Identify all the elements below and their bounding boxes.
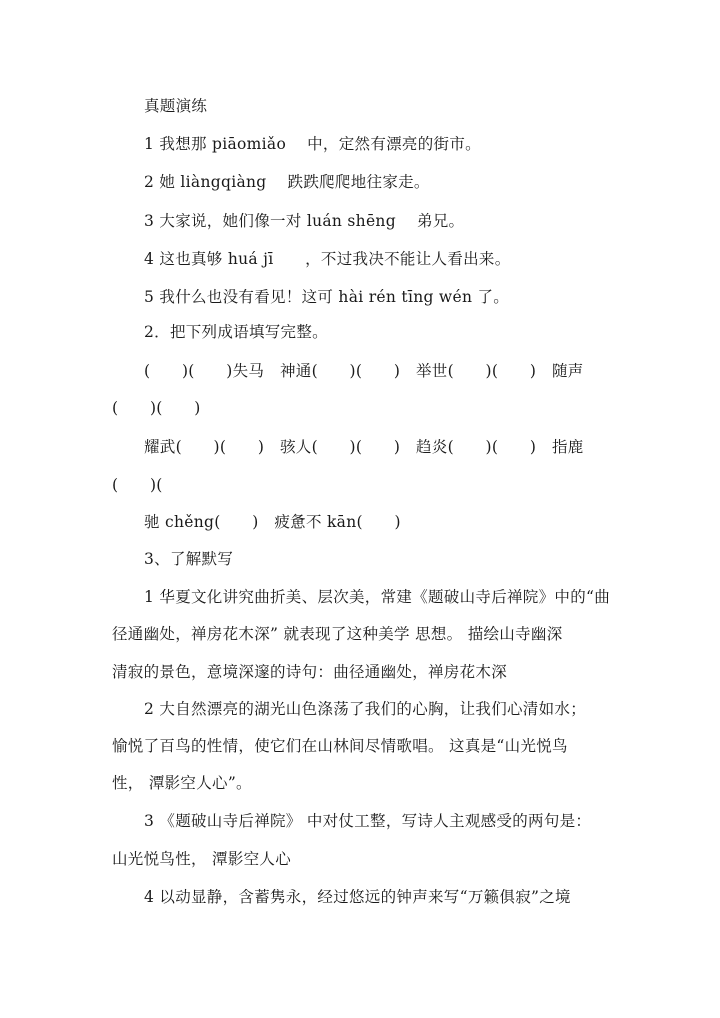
paragraph-line: 性， 潭影空人心”。 xyxy=(112,774,252,792)
paragraph-line: 4 以动显静，含蓄隽永，经过悠远的钟声来写“万籁俱寂”之境 xyxy=(144,888,571,906)
exercise-line: 3 大家说，她们像一对 luán shēng 弟兄。 xyxy=(144,212,465,230)
paragraph-line: 2 大自然漂亮的湖光山色涤荡了我们的心胸，让我们心清如水； xyxy=(144,700,586,718)
idiom-line: 驰 chěng( ) 疲惫不 kān( ) xyxy=(144,513,401,531)
exercise-line: 2 她 liàngqiàng 跌跌爬爬地往家走。 xyxy=(144,173,430,191)
paragraph-line: 径通幽处，禅房花木深” 就表现了这种美学 思想。 描绘山寺幽深 xyxy=(112,625,563,643)
section-heading: 真题演练 xyxy=(144,97,208,115)
idiom-line: ( )( xyxy=(112,476,163,494)
paragraph-line: 清寂的景色，意境深邃的诗句：曲径通幽处，禅房花木深 xyxy=(112,663,508,681)
exercise-line: 1 我想那 piāomiǎo 中，定然有漂亮的街市。 xyxy=(144,135,481,153)
paragraph-line: 1 华夏文化讲究曲折美、层次美，常建《题破山寺后禅院》中的“曲 xyxy=(144,588,611,606)
paragraph-line: 山光悦鸟性， 潭影空人心 xyxy=(112,850,292,868)
idiom-line: ( )( )失马 神通( )( ) 举世( )( ) 随声 xyxy=(144,362,584,380)
exercise-line: 4 这也真够 huá jī ，不过我决不能让人看出来。 xyxy=(144,250,511,268)
section-heading: 3、了解默写 xyxy=(144,550,234,568)
paragraph-line: 愉悦了百鸟的性情，使它们在山林间尽情歌唱。 这真是“山光悦鸟 xyxy=(112,737,568,755)
exercise-line: 5 我什么也没有看见！这可 hài rén tīng wén 了。 xyxy=(144,288,510,306)
section-heading: 2．把下列成语填写完整。 xyxy=(144,323,328,341)
paragraph-line: 3 《题破山寺后禅院》 中对仗工整，写诗人主观感受的两句是： xyxy=(144,812,592,830)
idiom-line: 耀武( )( ) 骇人( )( ) 趋炎( )( ) 指鹿 xyxy=(144,438,584,456)
idiom-line: ( )( ) xyxy=(112,399,201,417)
